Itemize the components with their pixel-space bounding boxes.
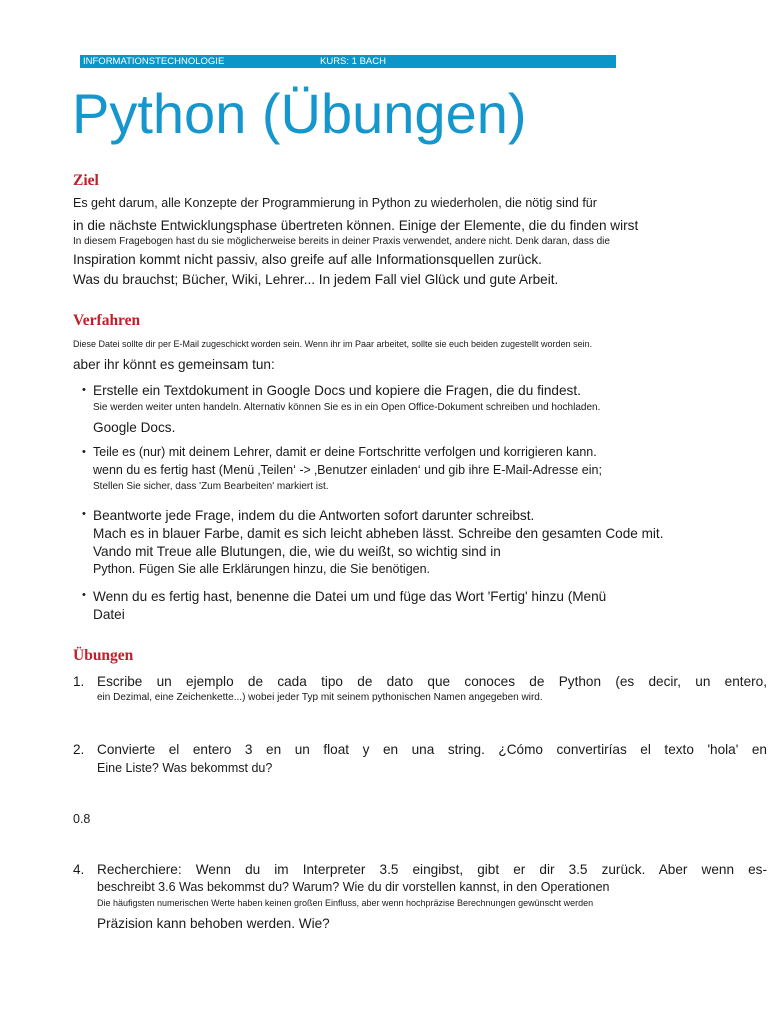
exercise-line: Eine Liste? Was bekommst du?	[97, 761, 273, 775]
exercise-line: Die häufigsten numerischen Werte haben keinen großen Einfluss, aber wenn hochpräzise Berechnungen gewünscht werden	[97, 898, 594, 908]
bullet-icon: •	[82, 446, 86, 458]
procedure-line: Erstelle ein Textdokument in Google Docs und kopiere die Fragen, die du findest.	[93, 383, 581, 398]
bullet-icon: •	[82, 508, 86, 520]
procedure-line: Stellen Sie sicher, dass 'Zum Bearbeiten' markiert ist.	[93, 481, 329, 492]
exercise-number: 4.	[73, 862, 85, 877]
verfahren-intro: aber ihr könnt es gemeinsam tun:	[73, 357, 275, 372]
exercise-number: 1.	[73, 674, 85, 689]
exercise-line: ein Dezimal, eine Zeichenkette...) wobei jeder Typ mit seinem pythonischen Namen angegeben wird.	[97, 692, 543, 703]
page-title: Python (Übungen)	[72, 82, 527, 145]
ziel-line: Inspiration kommt nicht passiv, also greife auf alle Informationsquellen zurück.	[73, 252, 542, 267]
exercise-line: Recherchiere: Wenn du im Interpreter 3.5 eingibst, gibt er dir 3.5 zurück. Aber wenn es-	[97, 862, 767, 877]
procedure-line: Teile es (nur) mit deinem Lehrer, damit er deine Fortschritte verfolgen und korrigieren kann.	[93, 445, 597, 459]
section-heading-uebungen: Übungen	[73, 647, 134, 664]
ziel-line: Was du brauchst; Bücher, Wiki, Lehrer... In jedem Fall viel Glück und gute Arbeit.	[73, 272, 559, 287]
procedure-line: Datei	[93, 607, 125, 622]
ziel-line: in die nächste Entwicklungsphase übertreten können. Einige der Elemente, die du finden wirst	[73, 218, 639, 233]
procedure-line: Python. Fügen Sie alle Erklärungen hinzu, die Sie benötigen.	[93, 562, 431, 576]
procedure-line: Wenn du es fertig hast, benenne die Datei um und füge das Wort 'Fertig' hinzu (Menü	[93, 589, 607, 604]
exercise-line: 0.8	[73, 812, 91, 826]
exercise-line: beschreibt 3.6 Was bekommst du? Warum? Wie du dir vorstellen kannst, in den Operationen	[97, 880, 610, 894]
ziel-line: In diesem Fragebogen hast du sie möglicherweise bereits in deiner Praxis verwendet, andere nicht. Denk daran, dass die	[73, 236, 610, 247]
bullet-icon: •	[82, 384, 86, 396]
procedure-line: Beantworte jede Frage, indem du die Antworten sofort darunter schreibst.	[93, 508, 535, 523]
procedure-line: Google Docs.	[93, 420, 176, 435]
procedure-line: wenn du es fertig hast (Menü ‚Teilen‘ -> ‚Benutzer einladen‘ und gib ihre E-Mail-Adresse ein;	[93, 463, 602, 477]
exercise-line: Convierte el entero 3 en un float y en una string. ¿Cómo convertirías el texto 'hola' en	[97, 742, 767, 757]
exercise-line: Präzision kann behoben werden. Wie?	[97, 916, 330, 931]
exercise-line: Escribe un ejemplo de cada tipo de dato que conoces de Python (es decir, un entero,	[97, 674, 767, 689]
verfahren-intro: Diese Datei sollte dir per E-Mail zugeschickt worden sein. Wenn ihr im Paar arbeitet, sollte sie euch beiden zugestellt worden sein.	[73, 339, 593, 349]
section-heading-verfahren: Verfahren	[73, 312, 141, 329]
procedure-line: Mach es in blauer Farbe, damit es sich leicht abheben lässt. Schreibe den gesamten Code mit.	[93, 526, 664, 541]
exercise-number: 2.	[73, 742, 85, 757]
procedure-line: Sie werden weiter unten handeln. Alternativ können Sie es in ein Open Office-Dokument schreiben und hochladen.	[93, 402, 601, 413]
header-subject: INFORMATIONSTECHNOLOGIE	[83, 56, 225, 67]
ziel-line: Es geht darum, alle Konzepte der Programmierung in Python zu wiederholen, die nötig sind für	[73, 196, 597, 210]
bullet-icon: •	[82, 589, 86, 601]
procedure-line: Vando mit Treue alle Blutungen, die, wie du weißt, so wichtig sind in	[93, 544, 501, 559]
header-course: KURS: 1 BACH	[320, 56, 386, 67]
header-bar	[80, 55, 616, 68]
section-heading-ziel: Ziel	[73, 172, 99, 189]
